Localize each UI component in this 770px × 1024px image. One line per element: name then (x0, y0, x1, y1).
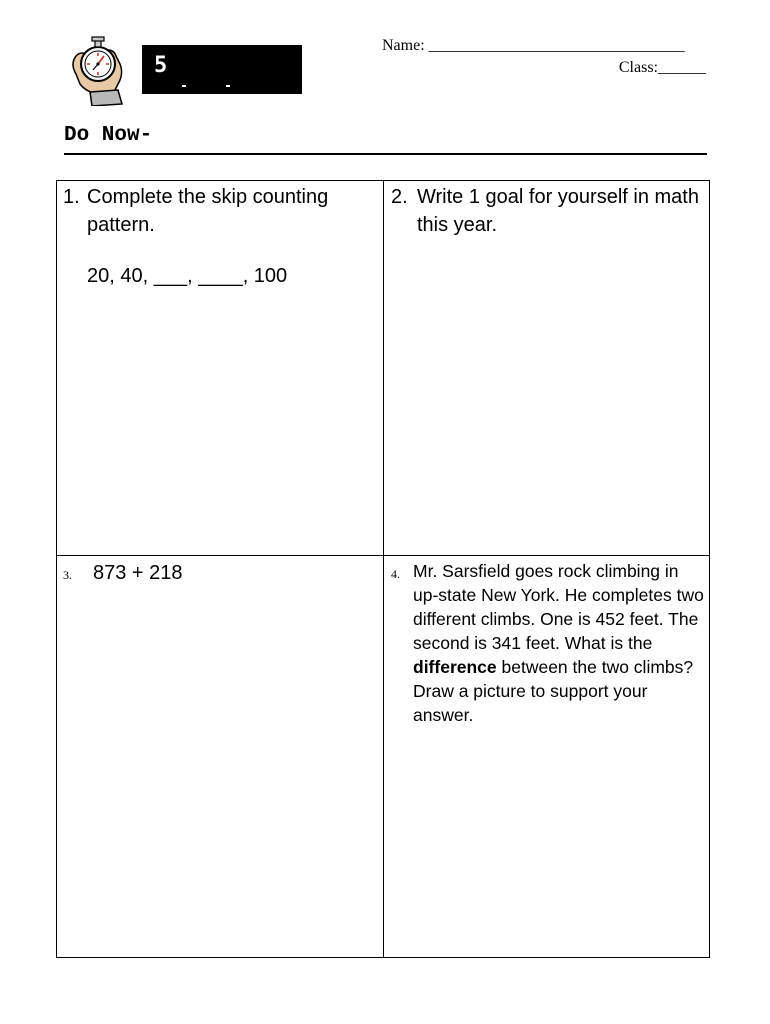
question-number: 4. (391, 567, 400, 581)
question-text: Complete the skip counting pattern. (87, 186, 329, 236)
question-text: 873 + 218 (93, 562, 183, 584)
emphasized-word: difference (413, 657, 497, 677)
badge-mark (182, 85, 186, 87)
name-field[interactable]: Name: ________________________________ (382, 37, 685, 54)
question-text: Write 1 goal for yourself in math this year. (417, 186, 699, 236)
grid-divider-vertical (383, 181, 384, 957)
skip-count-pattern: 20, 40, ___, ____, 100 (87, 265, 288, 287)
title-divider (64, 153, 707, 155)
question-text (413, 559, 707, 727)
question-2[interactable] (391, 183, 707, 239)
question-number: 2. (391, 186, 408, 208)
worksheet-header (0, 0, 770, 160)
grid-divider-horizontal (57, 555, 709, 556)
question-number: 3. (63, 568, 72, 582)
question-text-part: Mr. Sarsfield goes rock climbing in up-state New York. He completes two different climbs. One is 452 feet. The second is 341 feet. What is the (413, 561, 704, 653)
question-4[interactable] (391, 559, 707, 727)
number-badge (142, 45, 302, 94)
question-number: 1. (63, 186, 80, 208)
question-3[interactable] (63, 559, 381, 589)
question-text-part: between the two climbs? Draw a picture to support your answer. (413, 657, 694, 725)
question-grid (56, 180, 710, 958)
badge-mark (226, 85, 230, 87)
stopwatch-hand-icon (68, 34, 126, 106)
page-title: Do Now- (64, 124, 153, 147)
question-1[interactable] (63, 183, 381, 288)
badge-number: 5 (154, 53, 168, 78)
class-field[interactable]: Class:______ (618, 59, 706, 76)
